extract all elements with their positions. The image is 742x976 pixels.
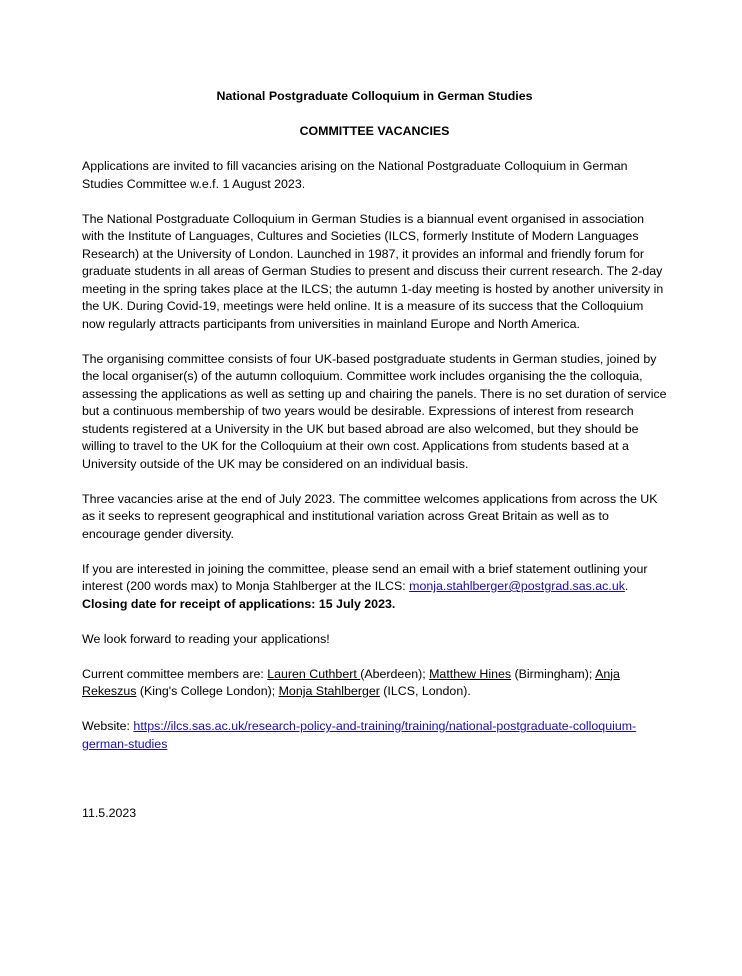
member-link-stahlberger[interactable]: Monja Stahlberger [278,684,380,698]
member-link-rekeszus[interactable]: Anja Rekeszus [82,666,620,698]
paragraph-closing: We look forward to reading your applications! [82,631,330,646]
email-link[interactable]: monja.stahlberger@postgrad.sas.ac.uk [409,579,625,593]
member-affiliation: (King's College London); [136,684,279,698]
paragraph-website [82,718,667,753]
paragraph-committee: The organising committee consists of four UK-based postgraduate students in German studies, joined by the local organiser(s) of the autumn colloquium. Committee work includes organising the the colloquia, assessing the applications as well as setting up and chairing the panels. There is no set duration of service but a continuous membership of two years would be desirable. Expressions of interest from research students registered at a University in the UK but based abroad are also welcomed, but they should be willing to travel to the UK for the Colloquium at their own cost. Applications from students based at a University outside of the UK may be considered on an individual basis. [82,351,667,471]
member-affiliation: (ILCS, London). [379,684,471,698]
paragraph-vacancies: Three vacancies arise at the end of July 2023. The committee welcomes applications from across the UK as it seeks to represent geographical and institutional variation across Great Britain as well as to encourage gender diversity. [82,491,658,541]
website-link[interactable]: https://ilcs.sas.ac.uk/research-policy-and-training/training/national-postgraduate-colloquium-german-studies [82,719,637,751]
document-title: National Postgraduate Colloquium in German Studies [216,89,533,103]
document-body [82,88,667,823]
application-separator: . [624,579,629,593]
website-label: Website: [82,719,134,733]
closing-date: Closing date for receipt of applications: 15 July 2023. [82,596,396,611]
member-affiliation: (Birmingham); [511,666,596,681]
document-date: 11.5.2023 [82,806,137,820]
member-affiliation: (Aberdeen); [360,666,430,681]
member-link-hines[interactable]: Matthew Hines [429,666,512,681]
document-subtitle: COMMITTEE VACANCIES [299,124,450,138]
paragraph-intro: Applications are invited to fill vacancies arising on the National Postgraduate Colloquium in German Studies Committee w.e.f. 1 August 2023. [82,159,628,191]
member-link-cuthbert[interactable]: Lauren Cuthbert [267,666,361,681]
application-text: If you are interested in joining the committee, please send an email with a brief statement outlining your interest (200 words max) to Monja Stahlberger at the ILCS: [82,561,648,593]
members-intro: Current committee members are: [82,666,268,681]
paragraph-about: The National Postgraduate Colloquium in German Studies is a biannual event organised in association with the Institute of Languages, Cultures and Societies (ILCS, formerly Institute of Modern Languages Research) at the University of London. Launched in 1987, it provides an informal and friendly forum for graduate students in all areas of German Studies to present and discuss their current research. The 2-day meeting in the spring takes place at the ILCS; the autumn 1-day meeting is hosted by another university in the UK. During Covid-19, meetings were held online. It is a measure of its success that the Colloquium now regularly attracts participants from universities in mainland Europe and North America. [82,211,664,331]
paragraph-members [82,666,667,701]
paragraph-application [82,561,667,614]
